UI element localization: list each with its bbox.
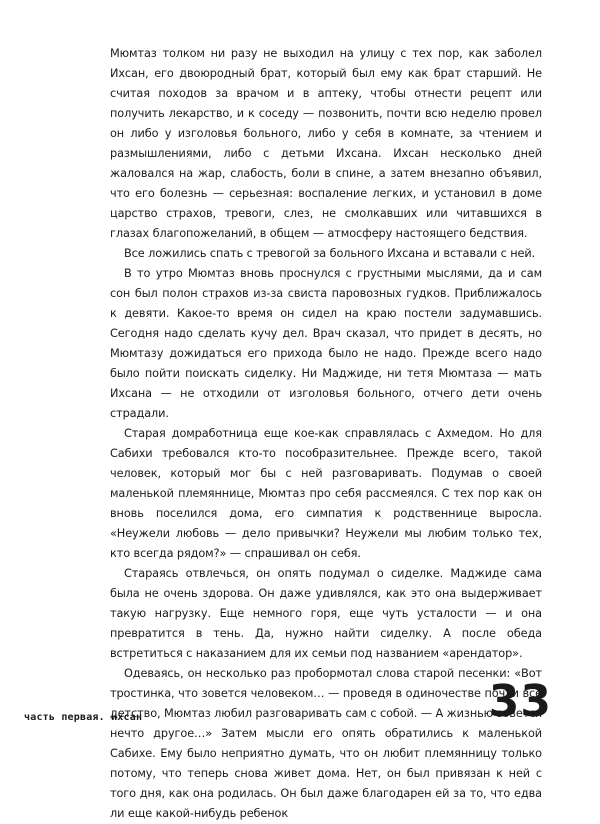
paragraph: В то утро Мюмтаз вновь проснулся с грустными мыслями, да и сам сон был полон страхов из-за свиста паровозных гудков. Приближалось к девяти. Какое-то время он сидел на краю постели задумавшись. Сегодня надо сделать кучу дел. Врач сказал, что придет в десять, но Мюмтазу дожидаться его прихода было не надо. Прежде всего надо было пойти поискать сиделку. Ни Маджиде, ни тетя Мюмтаза — мать Ихсана — не отходили от изголовья больного, отчего дети очень страдали. [110, 267, 542, 420]
paragraph: Одеваясь, он несколько раз пробормотал слова старой песенки: «Вот тростинка, что зовется человеком… — проведя в одиночестве почти всё детство, Мюмтаз любил разговаривать сам с собой. — А жизнью зовется нечто другое…» Затем мысли его опять обратились к маленькой Сабихе. Ему было неприятно думать, что он любит племянницу только потому, что теперь снова живет дома. Нет, он был привязан к ней с того дня, как она родилась. Он был даже благодарен ей за то, что едва ли еще какой-нибудь ребенок [110, 667, 542, 820]
paragraph: Все ложились спать с тревогой за больного Ихсана и вставали с ней. [124, 247, 536, 260]
body-text [110, 44, 542, 824]
paragraph: Мюмтаз толком ни разу не выходил на улицу с тех пор, как заболел Ихсан, его двоюродный брат, который был ему как брат старший. Не считая походов за врачом и в аптеку, чтобы отнести рецепт или получить лекарство, и к соседу — позвонить, почти всю неделю провел он либо у изголовья больного, либо у себя в комнате, за чтением и размышлениями, либо с детьми Ихсана. Ихсан несколько дней жаловался на жар, слабость, боли в спине, а затем внезапно объявил, что его болезнь — серьезная: воспаление легких, и установил в доме царство страхов, тревоги, слез, не смолкавших или читавшихся в глазах благопожеланий, в общем — атмосферу настоящего бедствия. [110, 47, 542, 240]
paragraph: Старая домработница еще кое-как справлялась с Ахмедом. Но для Сабихи требовался кто-то пособразительнее. Прежде всего, такой человек, который мог бы с ней разговаривать. Подумав о своей маленькой племяннице, Мюмтаз про себя рассмеялся. С тех пор как он вновь поселился дома, его симпатия к родственнице выросла. «Неужели любовь — дело привычки? Неужели мы любим только тех, кто всегда рядом?» — спрашивал он себя. [110, 427, 542, 560]
page-number: 33 [488, 676, 552, 727]
running-head: часть первая. ихсан [24, 712, 143, 723]
paragraph: Стараясь отвлечься, он опять подумал о сиделке. Маджиде сама была не очень здорова. Он даже удивлялся, как это она выдерживает такую нагрузку. Еще немного горя, еще чуть усталости — и она превратится в тень. Да, нужно найти сиделку. А после обеда встретиться с наказанием для их семьи под названием «арендатор». [110, 567, 542, 660]
